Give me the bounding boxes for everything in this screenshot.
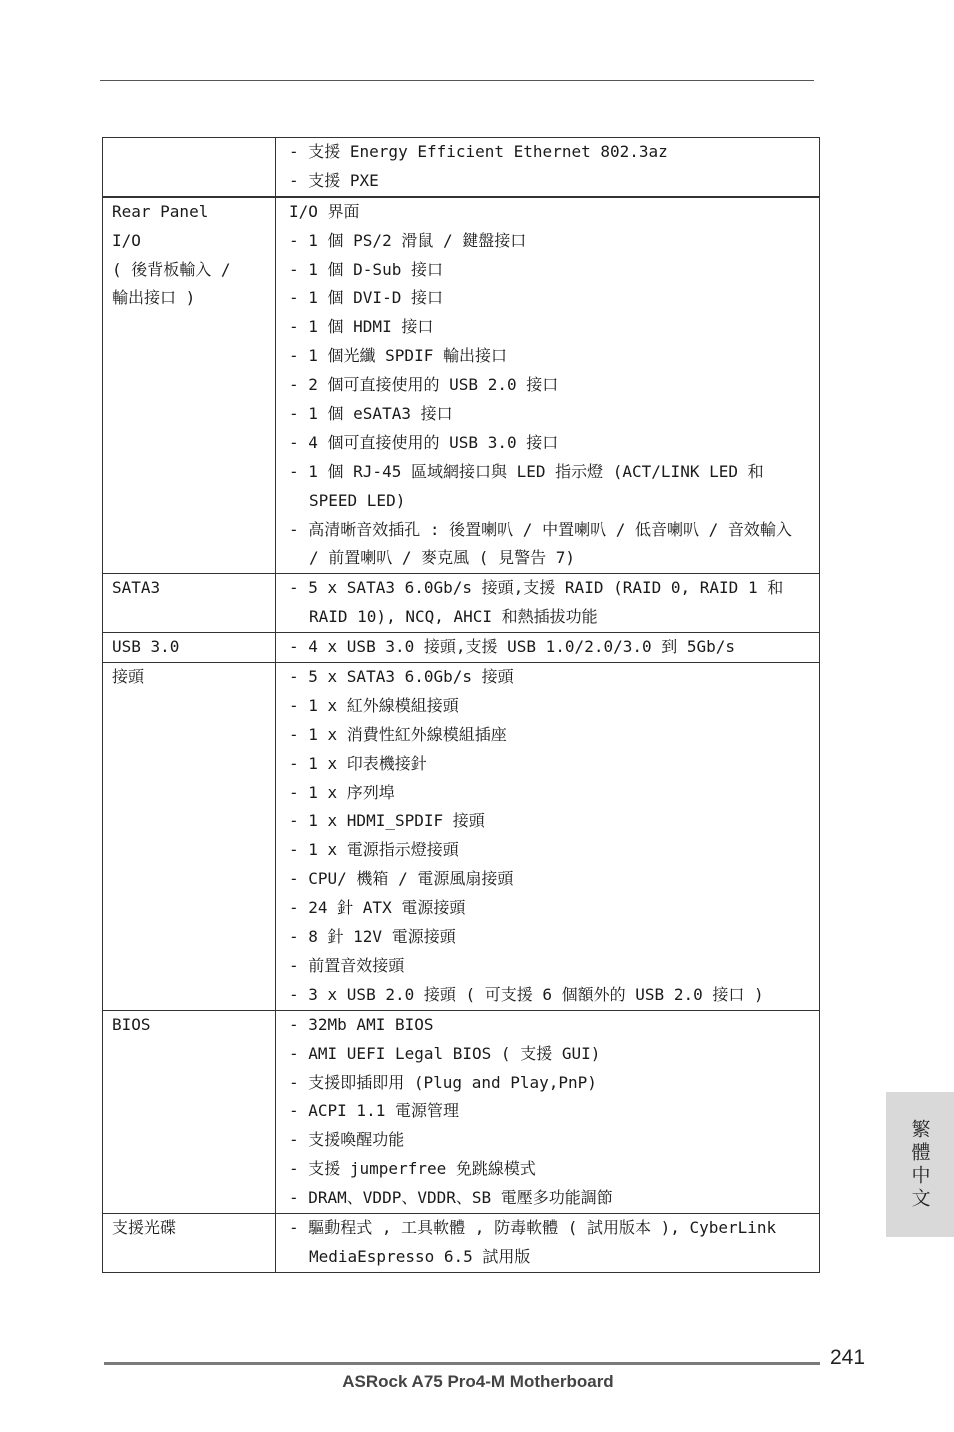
spec-value-cell (276, 197, 820, 574)
spec-line: - 1 x 紅外線模組接頭 (289, 695, 459, 715)
spec-label: 支援光碟 (112, 1217, 177, 1237)
spec-line: - 1 個 D-Sub 接口 (289, 259, 443, 279)
spec-value-cell (276, 633, 820, 663)
spec-value-cell (276, 1213, 820, 1272)
spec-label-cell (103, 1213, 276, 1272)
spec-value-cell (276, 1010, 820, 1213)
page-number: 241 (830, 1346, 866, 1369)
spec-row (103, 1213, 820, 1272)
spec-label: ( 後背板輸入 / (112, 259, 231, 279)
spec-label: I/O (112, 230, 141, 250)
spec-line: - 1 個 eSATA3 接口 (289, 404, 453, 424)
spec-label: 接頭 (112, 667, 145, 687)
spec-line: - 2 個可直接使用的 USB 2.0 接口 (289, 375, 559, 395)
footer-title (0, 1372, 954, 1392)
language-tab (886, 1092, 954, 1237)
spec-line: - 1 x HDMI_SPDIF 接頭 (289, 811, 485, 831)
spec-line: - 支援 jumperfree 免跳線模式 (289, 1159, 536, 1179)
spec-line: - 1 個 DVI-D 接口 (289, 288, 443, 308)
spec-row (103, 138, 820, 197)
spec-line: - 32Mb AMI BIOS (289, 1014, 434, 1034)
spec-row (103, 1010, 820, 1213)
spec-line: - 8 針 12V 電源接頭 (289, 927, 456, 947)
spec-line: - 1 個光纖 SPDIF 輸出接口 (289, 346, 507, 366)
spec-line: - DRAM、VDDP、VDDR、SB 電壓多功能調節 (289, 1188, 613, 1208)
spec-line: - 1 x 電源指示燈接頭 (289, 840, 459, 860)
spec-label-cell (103, 1010, 276, 1213)
spec-line: - 驅動程式 , 工具軟體 , 防毒軟體 ( 試用版本 ), CyberLink (289, 1217, 777, 1237)
spec-line: - 1 x 印表機接針 (289, 753, 427, 773)
spec-line: - 24 針 ATX 電源接頭 (289, 898, 466, 918)
spec-label: 輸出接口 ) (112, 288, 196, 308)
footer-rule (104, 1362, 820, 1365)
spec-label: SATA3 (112, 578, 161, 598)
spec-line: - 前置音效接頭 (289, 955, 405, 975)
spec-line: - 高清晰音效插孔 : 後置喇叭 / 中置喇叭 / 低音喇叭 / 音效輸入 (289, 519, 792, 539)
footer-title-text: ASRock A75 Pro4-M Motherboard (342, 1372, 614, 1391)
spec-row (103, 663, 820, 1011)
spec-line: - CPU/ 機箱 / 電源風扇接頭 (289, 869, 514, 889)
header-rule (100, 80, 814, 81)
spec-line: - 1 個 RJ-45 區域網接口與 LED 指示燈 (ACT/LINK LED 和 (289, 461, 764, 481)
spec-label-cell (103, 138, 276, 197)
spec-line: RAID 10), NCQ, AHCI 和熱插拔功能 (309, 607, 598, 627)
spec-line: - 1 個 PS/2 滑鼠 / 鍵盤接口 (289, 230, 527, 250)
spec-label-cell (103, 197, 276, 574)
spec-line: / 前置喇叭 / 麥克風 ( 見警告 7) (309, 548, 575, 568)
language-tab-label: 繁體中文 (908, 1118, 931, 1211)
spec-label: BIOS (112, 1014, 151, 1034)
spec-line: - 1 個 HDMI 接口 (289, 317, 434, 337)
spec-line: - ACPI 1.1 電源管理 (289, 1101, 459, 1121)
spec-line: - 5 x SATA3 6.0Gb/s 接頭 (289, 667, 514, 687)
spec-label-cell (103, 633, 276, 663)
spec-value-cell (276, 574, 820, 633)
spec-value-cell (276, 138, 820, 197)
spec-line: - 3 x USB 2.0 接頭 ( 可支援 6 個額外的 USB 2.0 接口 ) (289, 984, 764, 1004)
spec-line: I/O 界面 (289, 201, 360, 221)
spec-label-cell (103, 574, 276, 633)
spec-label-cell (103, 663, 276, 1011)
spec-line: - 支援喚醒功能 (289, 1130, 405, 1150)
spec-line: - 1 x 消費性紅外線模組插座 (289, 724, 507, 744)
spec-line: - 4 個可直接使用的 USB 3.0 接口 (289, 432, 559, 452)
spec-line: MediaEspresso 6.5 試用版 (309, 1246, 531, 1266)
spec-table (102, 137, 820, 1273)
spec-line: - 支援 PXE (289, 170, 379, 190)
spec-value-cell (276, 663, 820, 1011)
spec-line: - 1 x 序列埠 (289, 782, 395, 802)
spec-line: SPEED LED) (309, 490, 406, 510)
spec-label: USB 3.0 (112, 637, 180, 657)
spec-line: - 支援即插即用 (Plug and Play,PnP) (289, 1072, 597, 1092)
spec-line: - AMI UEFI Legal BIOS ( 支援 GUI) (289, 1043, 601, 1063)
spec-row (103, 633, 820, 663)
spec-row (103, 574, 820, 633)
spec-label: Rear Panel (112, 201, 209, 221)
spec-line: - 4 x USB 3.0 接頭,支援 USB 1.0/2.0/3.0 到 5Gb/s (289, 637, 736, 657)
spec-row (103, 197, 820, 574)
spec-line: - 5 x SATA3 6.0Gb/s 接頭,支援 RAID (RAID 0, RAID 1 和 (289, 578, 784, 598)
spec-line: - 支援 Energy Efficient Ethernet 802.3az (289, 142, 668, 161)
